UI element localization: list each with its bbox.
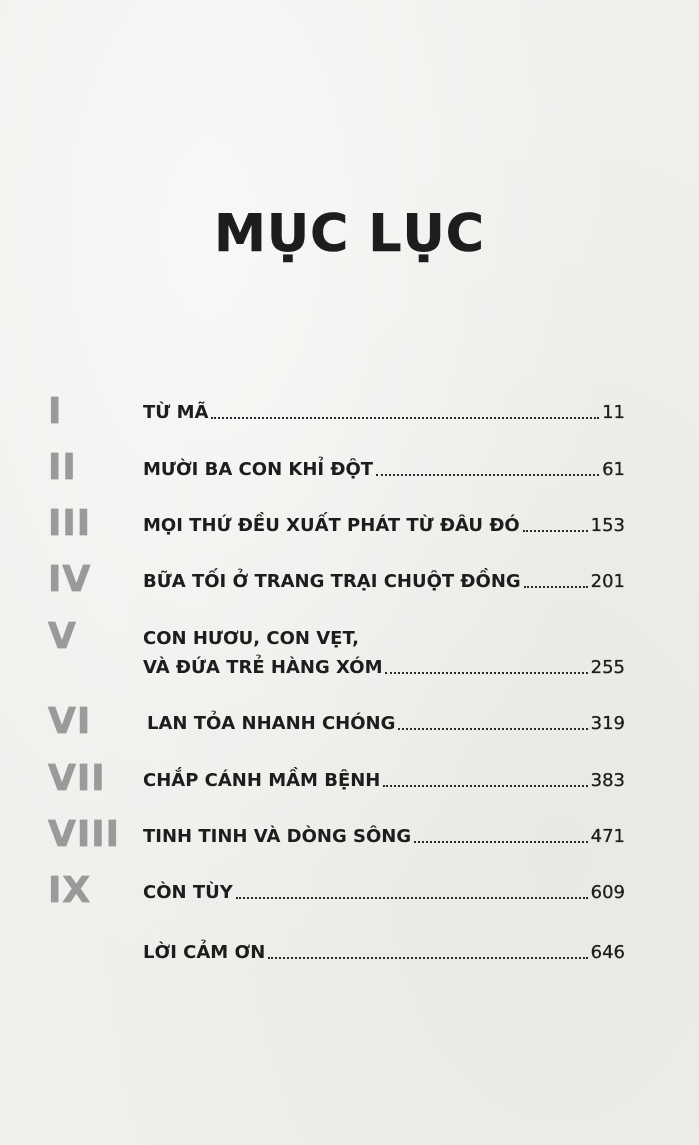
chapter-title: CHẮP CÁNH MẦM BỆNH xyxy=(143,770,381,791)
chapter-numeral: V xyxy=(48,616,77,657)
chapter-numeral: VI xyxy=(48,701,92,742)
page-number: 61 xyxy=(602,459,625,480)
chapter-numeral: IV xyxy=(48,559,92,600)
toc-row[interactable] xyxy=(143,459,625,481)
chapter-numeral: I xyxy=(48,391,63,432)
dot-leader xyxy=(236,897,588,899)
chapter-title: LỜI CẢM ƠN xyxy=(143,942,266,963)
page-number: 383 xyxy=(590,770,625,791)
dot-leader xyxy=(414,841,588,843)
toc-row[interactable] xyxy=(143,515,625,537)
page-number: 11 xyxy=(602,402,625,423)
dot-leader xyxy=(376,474,599,476)
chapter-title: BỮA TỐI Ở TRANG TRẠI CHUỘT ĐỒNG xyxy=(143,571,521,592)
chapter-title: CÒN TÙY xyxy=(143,882,233,903)
chapter-numeral: VIII xyxy=(48,814,121,855)
toc-row[interactable] xyxy=(143,770,625,792)
chapter-title: MỌI THỨ ĐỀU XUẤT PHÁT TỪ ĐÂU ĐÓ xyxy=(143,515,520,536)
toc-row[interactable] xyxy=(143,942,625,964)
toc-row[interactable] xyxy=(143,826,625,848)
dot-leader xyxy=(398,728,587,730)
page-number: 255 xyxy=(590,657,625,678)
dot-leader xyxy=(268,957,587,959)
chapter-numeral: IX xyxy=(48,870,92,911)
page-number: 153 xyxy=(590,515,625,536)
dot-leader xyxy=(524,586,588,588)
page-number: 201 xyxy=(590,571,625,592)
chapter-title-line1[interactable]: CON HƯƠU, CON VẸT, xyxy=(143,628,360,649)
toc-row[interactable] xyxy=(143,571,625,593)
chapter-title: VÀ ĐỨA TRẺ HÀNG XÓM xyxy=(143,657,383,678)
dot-leader xyxy=(523,530,588,532)
toc-row[interactable] xyxy=(143,657,625,679)
toc-row[interactable] xyxy=(143,402,625,424)
chapter-title: TINH TINH VÀ DÒNG SÔNG xyxy=(143,826,412,847)
chapter-numeral: III xyxy=(48,503,92,544)
chapter-title: LAN TỎA NHANH CHÓNG xyxy=(147,713,396,734)
chapter-numeral: VII xyxy=(48,758,106,799)
dot-leader xyxy=(385,672,587,674)
page-number: 609 xyxy=(590,882,625,903)
chapter-title: TỪ MÃ xyxy=(143,402,209,423)
toc-row[interactable] xyxy=(147,713,625,735)
page-number: 471 xyxy=(590,826,625,847)
toc-row[interactable] xyxy=(143,882,625,904)
chapter-title: MƯỜI BA CON KHỈ ĐỘT xyxy=(143,459,374,480)
page-title: MỤC LỤC xyxy=(214,204,485,264)
chapter-numeral: II xyxy=(48,447,77,488)
page-number: 646 xyxy=(590,942,625,963)
page-number: 319 xyxy=(590,713,625,734)
dot-leader xyxy=(211,417,599,419)
dot-leader xyxy=(383,785,587,787)
